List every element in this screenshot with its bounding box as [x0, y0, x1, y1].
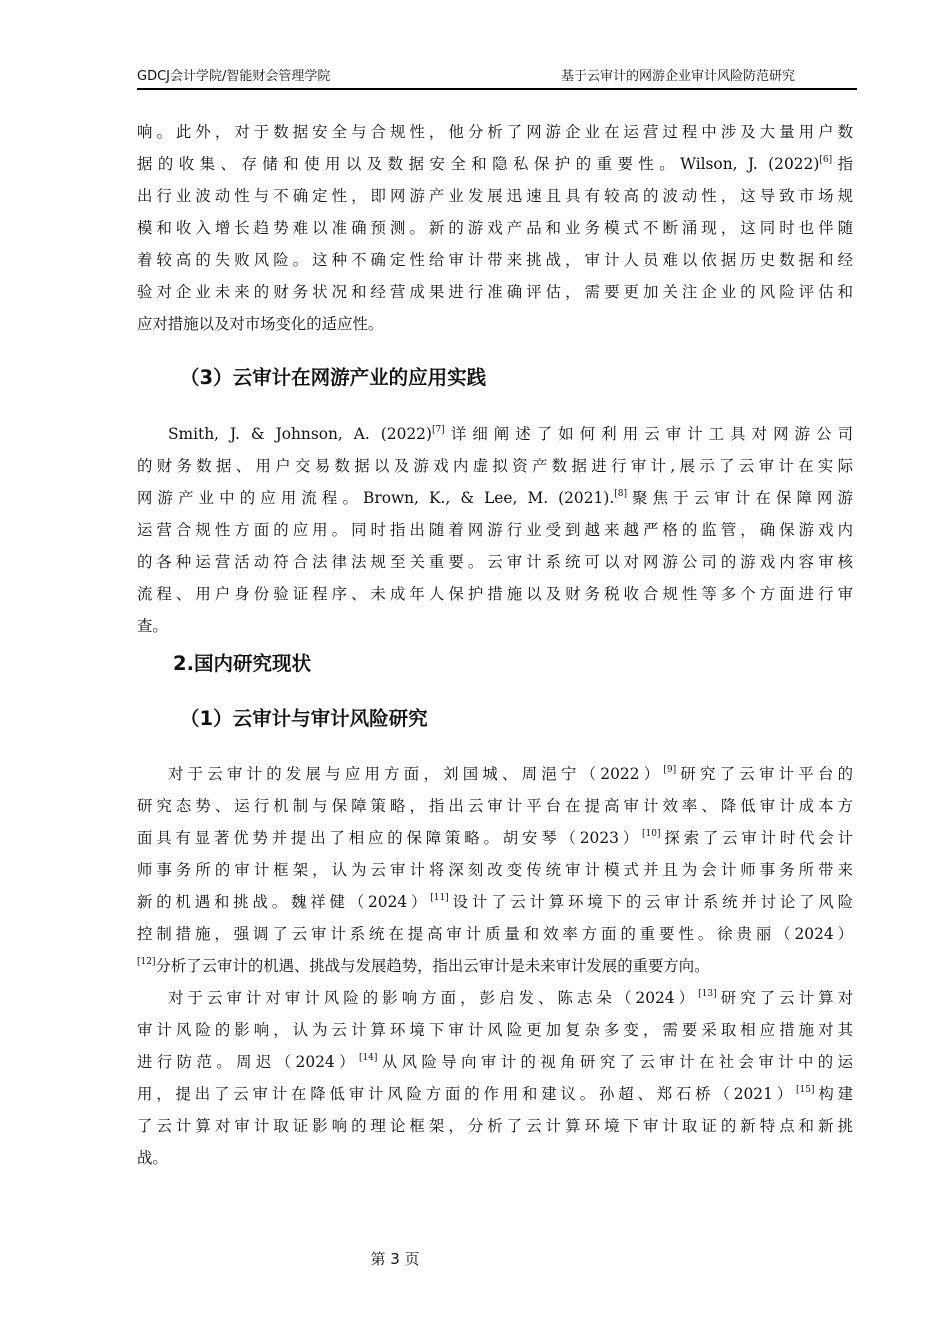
- text-line: Smith, J. & Johnson, A. (2022)[7]详细阐述了如何利用云审计工具对网游公司: [168, 425, 853, 443]
- text-line: 研究态势、运行机制与保障策略，指出云审计平台在提高审计效率、降低审计成本方: [137, 797, 853, 815]
- text-line: 的各种运营活动符合法律法规至关重要。云审计系统可以对网游公司的游戏内容审核: [137, 553, 853, 571]
- paragraph-1: [137, 116, 853, 340]
- paragraph-2: [137, 418, 853, 642]
- section-heading-3: （3）云审计在网游产业的应用实践: [180, 366, 487, 389]
- text-line: 运营合规性方面的应用。同时指出随着网游行业受到越来越严格的监管，确保游戏内: [137, 521, 853, 539]
- text-line: [12]分析了云审计的机遇、挑战与发展趋势，指出云审计是未来审计发展的重要方向。: [137, 957, 710, 975]
- subsection-heading-1: （1）云审计与审计风险研究: [180, 707, 428, 730]
- citation-ref: [15]: [796, 1085, 815, 1095]
- header-title: 基于云审计的网游企业审计风险防范研究: [560, 69, 795, 84]
- citation-ref: [14]: [358, 1053, 378, 1063]
- text-line: 师事务所的审计框架，认为云审计将深刻改变传统审计模式并且为会计师事务所带来: [137, 861, 853, 879]
- text-line: 新的机遇和挑战。魏祥健（2024）[11]设计了云计算环境下的云审计系统并讨论了风险: [137, 893, 853, 911]
- citation-ref: [9]: [663, 765, 677, 775]
- text-line: 应对措施以及对市场变化的适应性。: [137, 315, 384, 333]
- citation-ref: [12]: [137, 957, 156, 967]
- text-line: 战。: [137, 1149, 168, 1167]
- text-line: 的财务数据、用户交易数据以及游戏内虚拟资产数据进行审计,展示了云审计在实际: [137, 457, 853, 475]
- text-line: 模和收入增长趋势难以准确预测。新的游戏产品和业务模式不断涌现，这同时也伴随: [137, 219, 853, 237]
- text-line: 对于云审计对审计风险的影响方面，彭启发、陈志朵（2024）[13]研究了云计算对: [168, 989, 853, 1007]
- page-header: [137, 68, 857, 90]
- paragraph-4: [137, 982, 853, 1174]
- text-line: 出行业波动性与不确定性，即网游产业发展迅速且具有较高的波动性，这导致市场规: [137, 187, 853, 205]
- citation-ref: [10]: [642, 829, 661, 839]
- citation-ref: [8]: [614, 489, 627, 499]
- text-line: 对于云审计的发展与应用方面，刘国城、周浥宁（2022）[9]研究了云审计平台的: [168, 765, 853, 783]
- citation-ref: [11]: [430, 893, 449, 903]
- text-line: 查。: [137, 617, 168, 635]
- text-line: 网游产业中的应用流程。Brown, K., & Lee, M. (2021).[8]聚焦于云审计在保障网游: [137, 489, 853, 507]
- text-line: 着较高的失败风险。这种不确定性给审计带来挑战，审计人员难以依据历史数据和经: [137, 251, 853, 269]
- text-line: 控制措施，强调了云审计系统在提高审计质量和效率方面的重要性。徐贵丽（2024）: [137, 925, 853, 943]
- text-line: 据的收集、存储和使用以及数据安全和隐私保护的重要性。Wilson, J. (2022)[6]指: [137, 155, 853, 173]
- text-line: 面具有显著优势并提出了相应的保障策略。胡安琴（2023）[10]探索了云审计时代会计: [137, 829, 853, 847]
- text-line: 流程、用户身份验证程序、未成年人保护措施以及财务税收合规性等多个方面进行审: [137, 585, 853, 603]
- paragraph-3: [137, 758, 853, 982]
- text-line: 了云计算对审计取证影响的理论框架，分析了云计算环境下审计取证的新特点和新挑: [137, 1117, 853, 1135]
- text-line: 审计风险的影响，认为云计算环境下审计风险更加复杂多变，需要采取相应措施对其: [137, 1021, 853, 1039]
- citation-ref: [13]: [698, 989, 717, 999]
- text-line: 验对企业未来的财务状况和经营成果进行准确评估，需要更加关注企业的风险评估和: [137, 283, 853, 301]
- citation-ref: [7]: [431, 425, 445, 435]
- text-line: 用，提出了云审计在降低审计风险方面的作用和建议。孙超、郑石桥（2021）[15]构建: [137, 1085, 853, 1103]
- header-institution: GDCJ会计学院/智能财会管理学院: [137, 69, 331, 84]
- section-heading-2: 2.国内研究现状: [173, 652, 311, 675]
- text-line: 响。此外，对于数据安全与合规性，他分析了网游企业在运营过程中涉及大量用户数: [137, 123, 853, 141]
- page-number: 第 3 页: [370, 1250, 420, 1268]
- text-line: 进行防范。周迟（2024）[14]从风险导向审计的视角研究了云审计在社会审计中的运: [137, 1053, 853, 1071]
- citation-ref: [6]: [819, 155, 833, 165]
